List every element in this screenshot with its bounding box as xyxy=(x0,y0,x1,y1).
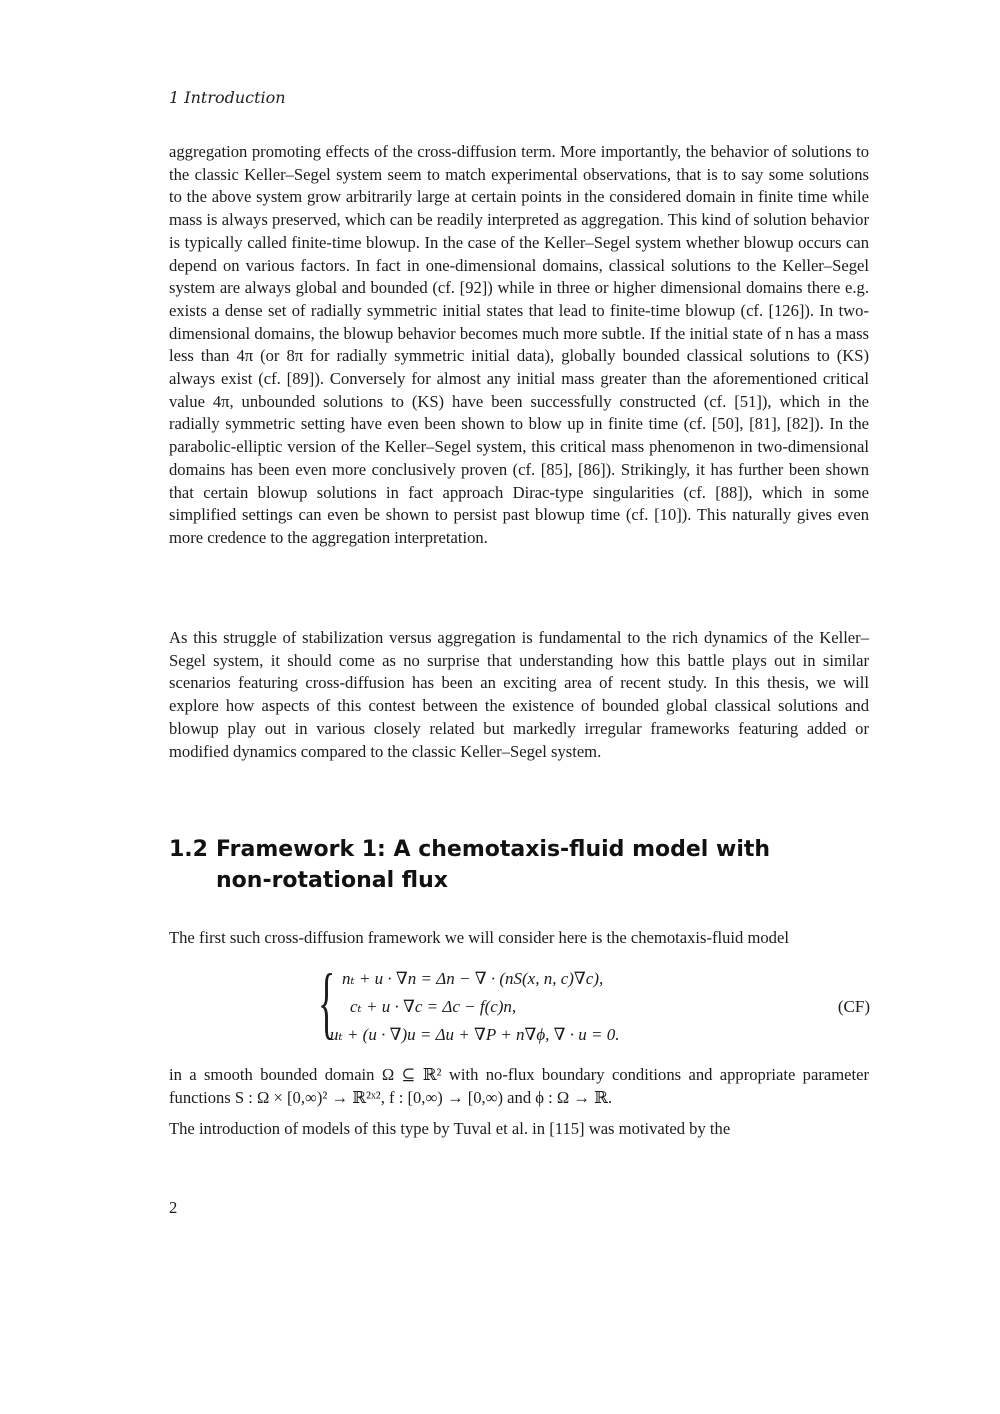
left-brace-icon: { xyxy=(318,959,336,1047)
section-heading xyxy=(169,834,770,896)
section-number: 1.2 xyxy=(169,837,208,862)
page-number: 2 xyxy=(169,1198,178,1217)
equation-line-2: cₜ + u · ∇c = Δc − f(c)n, xyxy=(350,997,517,1016)
section-title-line2: non-rotational flux xyxy=(216,868,448,893)
paragraph-stabilization: As this struggle of stabilization versus aggregation is fundamental to the rich dynamics of the Keller–Segel system, it should come as no surprise that understanding how this battle plays out in similar scenarios featuring cross-diffusion has been an exciting area of recent study. In this thesis, we will explore how aspects of this contest between the existence of bounded global classical solutions and blowup play out in various closely related but markedly irregular frameworks featuring added or modified dynamics compared to the classic Keller–Segel system. xyxy=(169,628,869,761)
paragraph-tuval: The introduction of models of this type by Tuval et al. in [115] was motivated by the xyxy=(169,1119,731,1138)
equation-line-1: nₜ + u · ∇n = Δn − ∇ · (nS(x, n, c)∇c), xyxy=(342,969,604,988)
paragraph-aggregation: aggregation promoting effects of the cross-diffusion term. More importantly, the behavior of solutions to the classic Keller–Segel system seem to match experimental observations, that is to say some solutions to the above system grow arbitrarily large at certain points in the considered domain in finite time while mass is always preserved, which can be readily interpreted as aggregation. This kind of solution behavior is typically called finite-time blowup. In the case of the Keller–Segel system whether blowup occurs can depend on various factors. In fact in one-dimensional domains, classical solutions to the Keller–Segel system are always global and bounded (cf. [92]) while in three or higher dimensional domains there e.g. exists a dense set of radially symmetric initial states that lead to finite-time blowup (cf. [126]). In two-dimensional domains, the blowup behavior becomes much more subtle. If the initial state of n has a mass less than 4π (or 8π for radially symmetric initial data), globally bounded classical solutions to (KS) always exist (cf. [89]). Conversely for almost any initial mass greater than the aforementioned critical value 4π, unbounded solutions to (KS) have been successfully constructed (cf. [51]), which in the radially symmetric setting have even been shown to blow up in finite time (cf. [50], [81], [82]). In the parabolic-elliptic version of the Keller–Segel system, this critical mass phenomenon in two-dimensional domains has been even more conclusively proven (cf. [85], [86]). Strikingly, it has further been shown that certain blowup solutions in fact approach Dirac-type singularities (cf. [88]), which in some simplified settings can even be shown to persist past blowup time (cf. [10]). This naturally gives even more credence to the aggregation interpretation. xyxy=(169,142,869,547)
section-title-line1: Framework 1: A chemotaxis-fluid model with xyxy=(216,837,771,862)
equation-line-3: uₜ + (u · ∇)u = Δu + ∇P + n∇ϕ, ∇ · u = 0. xyxy=(330,1025,620,1044)
equation-cf xyxy=(318,959,870,1051)
running-header: 1 Introduction xyxy=(169,88,286,107)
equation-label: (CF) xyxy=(837,997,870,1016)
paragraph-domain: in a smooth bounded domain Ω ⊆ ℝ² with no-flux boundary conditions and appropriate parameter functions S : Ω × [0,∞)² → ℝ²ˣ², f : [0,∞) → [0,∞) and ϕ : Ω → ℝ. xyxy=(169,1065,869,1107)
paragraph-framework-intro: The first such cross-diffusion framework we will consider here is the chemotaxis-fluid model xyxy=(169,928,789,947)
